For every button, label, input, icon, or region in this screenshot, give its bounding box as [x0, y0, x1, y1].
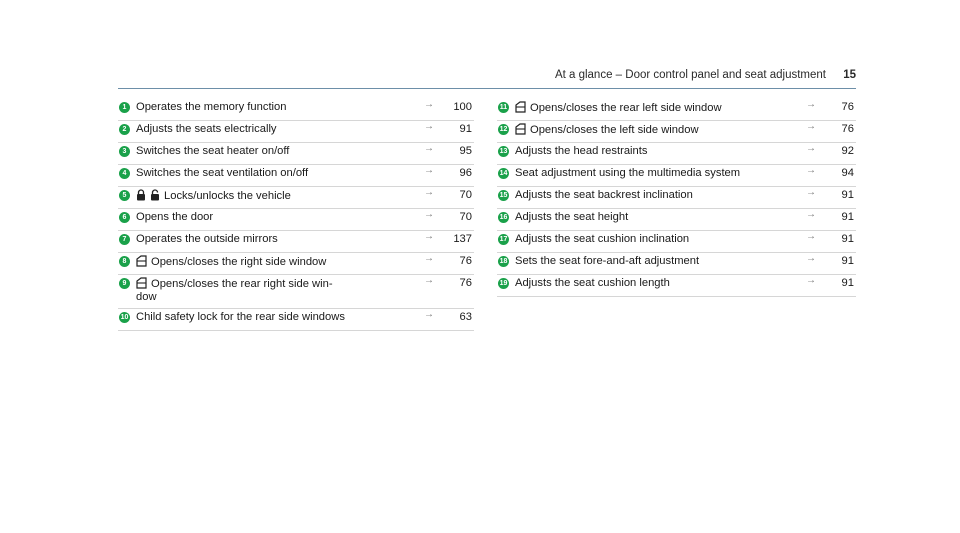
- page-reference-link[interactable]: 76: [841, 101, 854, 113]
- list-item: [118, 121, 474, 143]
- item-description: [136, 121, 424, 141]
- item-text: Switches the seat heater on/off: [136, 145, 290, 157]
- item-description: [136, 143, 424, 163]
- item-text: Opens/closes the left side window: [530, 124, 699, 136]
- item-text: Opens/closes the rear right side win- dow: [136, 278, 333, 303]
- item-text: Adjusts the seat cushion length: [515, 277, 670, 289]
- page-reference-link[interactable]: 91: [841, 233, 854, 245]
- page-reference-link[interactable]: 76: [841, 123, 854, 135]
- page-reference-link[interactable]: 137: [453, 233, 472, 245]
- item-description: [136, 165, 424, 185]
- item-number-badge: 13: [499, 148, 508, 155]
- item-number-badge: 16: [499, 214, 508, 221]
- window-icon: [515, 101, 526, 113]
- item-number-badge: 2: [119, 124, 130, 135]
- item-text: Seat adjustment using the multimedia system: [515, 167, 741, 179]
- item-description: [515, 209, 806, 229]
- item-description: [515, 187, 806, 207]
- item-description: [136, 209, 424, 229]
- item-text: Opens the door: [136, 211, 214, 223]
- list-item: [118, 165, 474, 187]
- arrow-right-icon: →: [806, 99, 816, 110]
- page-number: 15: [843, 69, 856, 81]
- page-reference-link[interactable]: 76: [459, 255, 472, 267]
- item-description: [515, 275, 806, 295]
- item-text: Adjusts the seat backrest inclination: [515, 189, 693, 201]
- item-number-badge: 12: [499, 126, 508, 133]
- item-description: [136, 309, 424, 329]
- page-reference-link[interactable]: 91: [841, 277, 854, 289]
- item-description: [515, 99, 806, 120]
- item-number-badge: 5: [119, 190, 130, 201]
- list-item: [497, 143, 856, 165]
- item-description: [136, 275, 424, 308]
- arrow-right-icon: →: [806, 187, 816, 198]
- window-icon: [136, 255, 147, 267]
- page-reference-link[interactable]: 63: [459, 311, 472, 323]
- arrow-right-icon: →: [424, 309, 434, 320]
- page-reference-link[interactable]: 96: [459, 167, 472, 179]
- list-item: [118, 209, 474, 231]
- section-title: At a glance – Door control panel and seat adjustment: [554, 69, 826, 81]
- header-divider: [118, 88, 856, 89]
- item-number-badge: 15: [499, 192, 508, 199]
- item-text: Opens/closes the right side window: [151, 256, 327, 268]
- list-item: [497, 165, 856, 187]
- item-text: Adjusts the seats electrically: [136, 123, 277, 135]
- item-text: Operates the outside mirrors: [136, 233, 278, 245]
- item-number-badge: 1: [119, 102, 130, 113]
- arrow-right-icon: →: [424, 275, 434, 286]
- list-item: [497, 275, 856, 297]
- list-item: [118, 143, 474, 165]
- item-number-badge: 14: [499, 170, 508, 177]
- page-reference-link[interactable]: 76: [459, 277, 472, 289]
- page-reference-link[interactable]: 91: [459, 123, 472, 135]
- arrow-right-icon: →: [424, 209, 434, 220]
- arrow-right-icon: →: [424, 187, 434, 198]
- arrow-right-icon: →: [806, 275, 816, 286]
- page-reference-link[interactable]: 70: [459, 211, 472, 223]
- item-description: [136, 187, 424, 208]
- list-item: [497, 99, 856, 121]
- item-description: [136, 231, 424, 251]
- arrow-right-icon: →: [424, 231, 434, 242]
- window-icon: [136, 277, 147, 289]
- arrow-right-icon: →: [806, 231, 816, 242]
- page-reference-link[interactable]: 92: [841, 145, 854, 157]
- list-item: [497, 231, 856, 253]
- page-reference-link[interactable]: 91: [841, 211, 854, 223]
- right-item-list: [497, 99, 856, 297]
- arrow-right-icon: →: [424, 253, 434, 264]
- arrow-right-icon: →: [806, 121, 816, 132]
- item-text: Operates the memory function: [136, 101, 287, 113]
- window-icon: [515, 123, 526, 135]
- item-text: Opens/closes the rear left side window: [530, 102, 722, 114]
- page-reference-link[interactable]: 95: [459, 145, 472, 157]
- item-number-badge: 8: [119, 256, 130, 267]
- item-text: Adjusts the seat height: [515, 211, 629, 223]
- item-description: [136, 99, 424, 119]
- item-number-badge: 10: [120, 314, 129, 321]
- item-text: Switches the seat ventilation on/off: [136, 167, 309, 179]
- page-reference-link[interactable]: 91: [841, 255, 854, 267]
- item-number-badge: 19: [499, 280, 508, 287]
- page-reference-link[interactable]: 91: [841, 189, 854, 201]
- item-text: Adjusts the head restraints: [515, 145, 648, 157]
- left-item-list: [118, 99, 474, 331]
- list-item: [497, 187, 856, 209]
- item-text: Sets the seat fore-and-aft adjustment: [515, 255, 700, 267]
- list-item: [497, 121, 856, 143]
- item-description: [136, 253, 424, 274]
- item-description: [515, 121, 806, 142]
- item-number-badge: 4: [119, 168, 130, 179]
- list-item: [118, 99, 474, 121]
- arrow-right-icon: →: [806, 165, 816, 176]
- arrow-right-icon: →: [806, 209, 816, 220]
- arrow-right-icon: →: [424, 121, 434, 132]
- arrow-right-icon: →: [424, 143, 434, 154]
- item-text: Locks/unlocks the vehicle: [164, 190, 291, 202]
- page-reference-link[interactable]: 100: [453, 101, 472, 113]
- item-number-badge: 9: [119, 278, 130, 289]
- item-number-badge: 7: [119, 234, 130, 245]
- list-item: [118, 187, 474, 209]
- item-number-badge: 11: [499, 104, 508, 111]
- item-description: [515, 253, 806, 273]
- page-header: [0, 69, 856, 85]
- list-item: [118, 309, 474, 331]
- list-item: [497, 209, 856, 231]
- list-item: [118, 275, 474, 309]
- item-description: [515, 231, 806, 251]
- item-text: Child safety lock for the rear side windows: [136, 311, 345, 323]
- page-reference-link[interactable]: 94: [841, 167, 854, 179]
- arrow-right-icon: →: [806, 253, 816, 264]
- unlock-icon: [150, 189, 160, 201]
- item-description: [515, 165, 806, 185]
- item-text: Adjusts the seat cushion inclination: [515, 233, 690, 245]
- item-number-badge: 3: [119, 146, 130, 157]
- item-description: [515, 143, 806, 163]
- arrow-right-icon: →: [806, 143, 816, 154]
- item-number-badge: 17: [499, 236, 508, 243]
- list-item: [118, 253, 474, 275]
- arrow-right-icon: →: [424, 165, 434, 176]
- list-item: [497, 253, 856, 275]
- item-number-badge: 18: [499, 258, 508, 265]
- item-number-badge: 6: [119, 212, 130, 223]
- page-reference-link[interactable]: 70: [459, 189, 472, 201]
- list-item: [118, 231, 474, 253]
- lock-icon: [136, 189, 146, 201]
- arrow-right-icon: →: [424, 99, 434, 110]
